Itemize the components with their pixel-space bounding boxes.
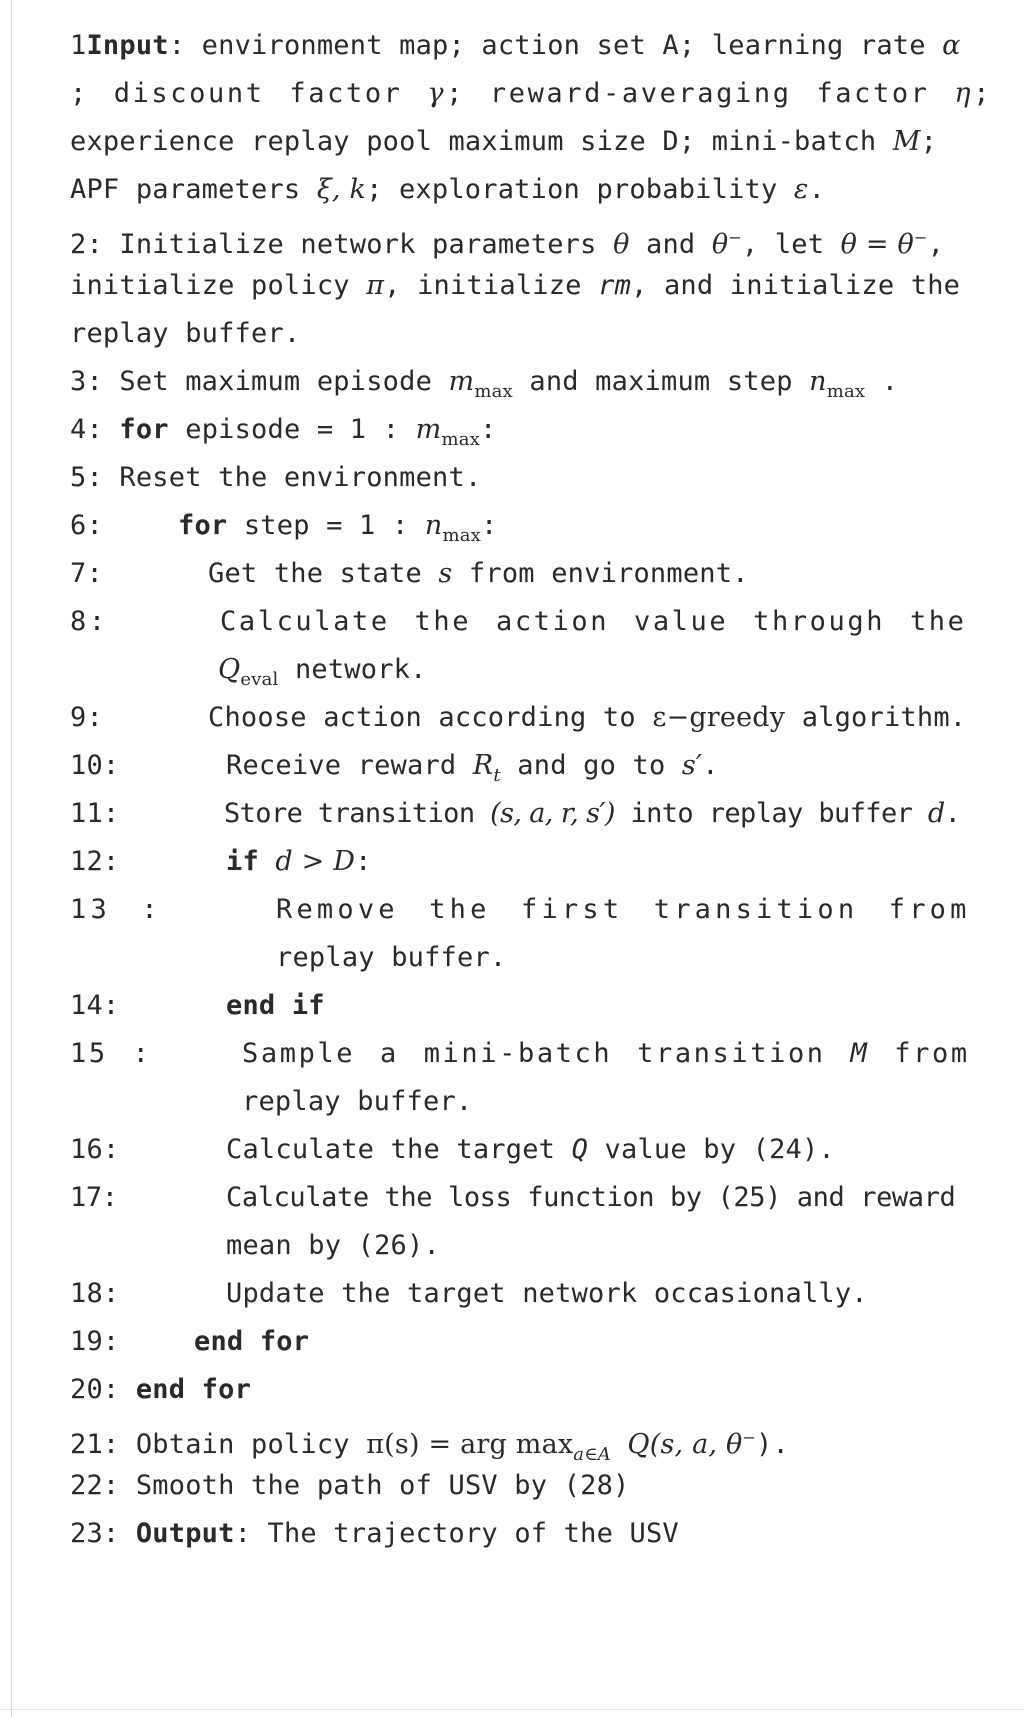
math-pi: π: [366, 270, 385, 301]
algorithm-line-1-cont-1: [70, 76, 1014, 112]
line-number: 17:: [70, 1182, 118, 1213]
line-number: 15 :: [70, 1038, 152, 1069]
line-number: 1: [70, 30, 87, 61]
line-text: and go to: [517, 750, 666, 781]
line-text: step = 1 :: [243, 510, 409, 541]
line-text: network.: [294, 654, 427, 685]
math-theta-minus: θ: [711, 229, 729, 260]
line-number: 22: [70, 1470, 103, 1501]
math-subscript: max: [474, 381, 513, 402]
left-border-rule: [11, 0, 12, 1717]
math-Q: Q: [218, 654, 241, 685]
math-M: M: [850, 1038, 870, 1069]
line-text: ; exploration probability: [366, 174, 778, 205]
algorithm-line-12: [70, 844, 1014, 880]
line-text: :: [355, 846, 372, 877]
math-subscript: max: [442, 525, 482, 546]
line-number: 18:: [70, 1278, 120, 1309]
line-text: : The trajectory of the USV: [234, 1518, 679, 1549]
keyword-end-for: end for: [135, 1374, 252, 1405]
math-superscript: −: [728, 228, 742, 247]
line-text: algorithm.: [801, 702, 967, 733]
algorithm-line-3: [70, 364, 1014, 410]
line-text: episode = 1 :: [185, 414, 400, 445]
math-d: d: [927, 798, 945, 829]
math-Q-function: Q(s, a, θ: [627, 1429, 743, 1460]
algorithm-line-6: [70, 508, 1014, 544]
math-epsilon-greedy: ε−greedy: [652, 702, 786, 733]
line-text: : environment map; action set A; learning rate: [168, 30, 926, 61]
line-text: :: [481, 510, 498, 541]
line-text: into replay buffer: [630, 798, 913, 829]
math-s: s: [438, 558, 453, 589]
math-n: n: [809, 366, 827, 397]
math-rm: rm: [598, 270, 632, 301]
line-number: 13 :: [70, 894, 162, 925]
line-text: .: [944, 798, 961, 829]
line-text: Get the state: [208, 558, 422, 589]
line-text: : Smooth the path of USV by (28): [102, 1470, 630, 1501]
line-text: Store transition: [224, 798, 475, 829]
line-number: 9:: [70, 702, 103, 733]
line-text: , and initialize the: [631, 270, 961, 301]
math-superscript: −: [742, 1428, 757, 1447]
line-number: 3: [70, 366, 87, 397]
line-number: 19:: [70, 1326, 120, 1357]
line-text: Remove the first transition from: [276, 894, 971, 925]
line-text: ).: [756, 1429, 789, 1460]
line-text: .: [808, 174, 826, 205]
line-number: 21: [70, 1429, 103, 1460]
line-text: : Initialize network parameters: [86, 229, 597, 260]
line-text: and maximum step: [529, 366, 793, 397]
line-number: 10:: [70, 750, 120, 781]
line-text: Calculate the loss function by (25) and reward: [226, 1182, 956, 1213]
math-theta: θ: [613, 229, 630, 260]
line-text: Sample a mini-batch transition: [242, 1038, 826, 1069]
math-gamma: γ: [427, 78, 447, 109]
line-text: ; reward-averaging factor: [446, 78, 930, 109]
line-text: .: [881, 366, 899, 397]
math-subscript: eval: [240, 669, 279, 690]
math-policy-argmax: π(s) = arg max: [366, 1429, 574, 1460]
line-text: :: [480, 414, 497, 445]
algorithm-line-1-cont-2: [70, 124, 1014, 160]
line-number: 6:: [70, 510, 103, 541]
math-theta-equation: θ = θ: [840, 229, 914, 260]
line-text: APF parameters: [70, 174, 301, 205]
line-number: 12:: [70, 846, 120, 877]
keyword-for: for: [119, 414, 169, 445]
line-number: 16:: [70, 1134, 120, 1165]
line-text: and: [646, 229, 696, 260]
line-text: initialize policy: [70, 270, 350, 301]
line-number: 14:: [70, 990, 120, 1021]
math-subscript: max: [441, 429, 480, 450]
algorithm-line-1-cont-3: [70, 172, 1014, 208]
line-number: 7:: [70, 558, 103, 589]
math-m: m: [415, 414, 442, 445]
math-transition-tuple: (s, a, r, s′): [490, 798, 615, 829]
algorithm-line-2: [70, 220, 1014, 263]
math-Q: Q: [571, 1134, 589, 1165]
line-text: replay buffer.: [276, 942, 507, 973]
line-text: replay buffer.: [70, 318, 301, 349]
algorithm-line-18: [70, 1276, 1014, 1312]
algorithm-line-2-cont-1: [70, 268, 1014, 304]
math-alpha: α: [942, 30, 961, 61]
line-text: experience replay pool maximum size D; mini-batch: [70, 126, 877, 157]
line-text: , let: [741, 229, 825, 260]
line-text: Receive reward: [226, 750, 457, 781]
keyword-for: for: [178, 510, 228, 541]
line-text: value by (24).: [604, 1134, 835, 1165]
algorithm-line-21: [70, 1420, 1014, 1473]
line-text: from: [894, 1038, 970, 1069]
algorithm-line-13: [70, 892, 1014, 928]
line-number: 23: [70, 1518, 103, 1549]
line-text: replay buffer.: [242, 1086, 473, 1117]
line-text: ; discount factor: [70, 78, 403, 109]
algorithm-line-7: [70, 556, 1014, 592]
math-subscript: max: [826, 381, 866, 402]
line-text: Calculate the target: [226, 1134, 556, 1165]
line-text: : Reset the environment.: [86, 462, 482, 493]
line-number: 2: [70, 229, 87, 260]
line-number: 8:: [70, 606, 108, 637]
math-xi-k: ξ, k: [316, 174, 367, 205]
line-text: Calculate the action value through the: [220, 606, 967, 637]
math-subscript: a∈A: [573, 1444, 611, 1465]
line-text: from environment.: [468, 558, 749, 589]
algorithm-line-1: [70, 28, 1014, 64]
math-n: n: [424, 510, 443, 541]
algorithm-line-22: [70, 1468, 1014, 1504]
math-s-prime: s′: [681, 750, 703, 781]
math-m: m: [448, 366, 475, 397]
algorithm-line-10: [70, 748, 1014, 784]
line-number: 4: [70, 414, 87, 445]
math-condition: d > D: [275, 846, 356, 877]
math-superscript: −: [913, 228, 928, 247]
algorithm-line-23: 23: Output: The trajectory of the USV: [70, 1518, 679, 1549]
line-text: : Obtain policy: [102, 1429, 350, 1460]
line-text: .: [702, 750, 719, 781]
algorithm-line-14: [70, 988, 1014, 1024]
algorithm-line-5: [70, 460, 1014, 496]
algorithm-line-11: [70, 796, 1014, 832]
algorithm-line-2-cont-2: [70, 316, 1014, 352]
algorithm-line-15: [70, 1036, 1014, 1072]
math-R: R: [472, 750, 494, 781]
math-M: M: [892, 126, 921, 157]
math-eta: η: [954, 78, 974, 109]
math-epsilon: ε: [793, 174, 809, 205]
line-text: mean by (26).: [226, 1230, 440, 1261]
algorithm-line-4: 4: for episode = 1 : $m_{max}$:: [70, 414, 497, 450]
algorithm-line-9: [70, 700, 1014, 736]
line-number: 5: [70, 462, 87, 493]
keyword-if: if: [226, 846, 259, 877]
line-text: , initialize: [384, 270, 582, 301]
line-text: ;: [973, 78, 993, 109]
keyword-end-if: end if: [226, 990, 325, 1021]
keyword-output: Output: [135, 1518, 235, 1549]
keyword-input: Input: [86, 30, 169, 61]
keyword-end-for: end for: [194, 1326, 310, 1357]
line-number: 11:: [70, 798, 120, 829]
algorithm-line-19: [70, 1324, 1014, 1360]
line-text: Choose action according to: [208, 702, 636, 733]
line-text: : Set maximum episode: [86, 366, 433, 397]
line-text: ;: [920, 126, 938, 157]
algorithm-line-8: [70, 604, 1014, 640]
line-number: 20:: [70, 1374, 120, 1405]
algorithm-line-17: [70, 1180, 1014, 1216]
line-text: ,: [927, 229, 945, 260]
algorithm-line-20: [70, 1372, 1014, 1408]
algorithm-line-16: [70, 1132, 1014, 1168]
line-text: Update the target network occasionally.: [226, 1278, 868, 1309]
bottom-border-rule: [0, 1709, 1024, 1710]
math-subscript: t: [493, 765, 501, 786]
